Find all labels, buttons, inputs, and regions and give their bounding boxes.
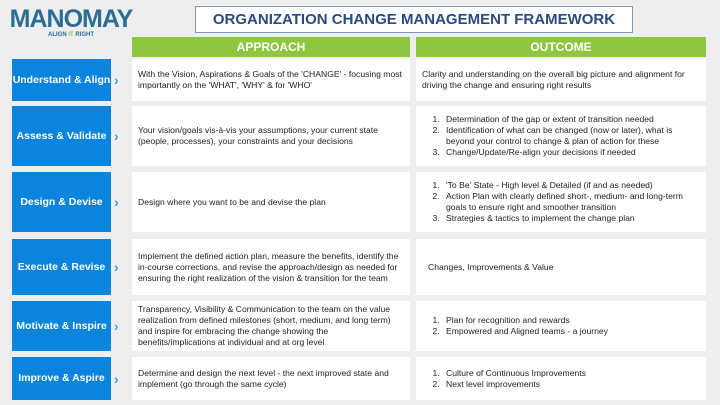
outcome-item: 3. Strategies & tactics to implement the change plan	[442, 213, 700, 224]
outcome-item: 2. Empowered and Aligned teams - a journey	[442, 326, 608, 337]
approach-text: Your vision/goals vis-à-vis your assumptions, your current state (people, processes), your constraints and your decisions	[138, 125, 378, 146]
outcome-item: 2. Next level improvements	[442, 379, 586, 390]
outcome-list	[422, 315, 608, 337]
outcome-cell	[416, 59, 706, 101]
outcome-list	[422, 114, 700, 158]
outcome-cell	[416, 106, 706, 166]
outcome-cell	[416, 172, 706, 232]
approach-cell	[132, 301, 410, 351]
approach-text: Design where you want to be and devise the plan	[138, 196, 326, 207]
outcome-cell	[416, 301, 706, 351]
approach-header: APPROACH	[132, 37, 410, 57]
stage-label: Understand & Align	[12, 59, 111, 101]
approach-cell	[132, 357, 410, 400]
outcome-item: 1. Plan for recognition and rewards	[442, 315, 608, 326]
stage-label: Motivate & Inspire	[12, 301, 111, 351]
chevron-right-icon: ›	[114, 128, 119, 144]
outcome-item: 1. 'To Be' State - High level & Detailed (if and as needed)	[442, 180, 700, 191]
outcome-header: OUTCOME	[416, 37, 706, 57]
stage-label: Improve & Aspire	[12, 357, 111, 400]
approach-cell	[132, 172, 410, 232]
chevron-right-icon: ›	[114, 370, 119, 387]
framework-row	[0, 239, 720, 295]
page-title: ORGANIZATION CHANGE MANAGEMENT FRAMEWORK	[195, 6, 633, 33]
outcome-item: 3. Change/Update/Re-align your decisions if needed	[442, 147, 700, 158]
outcome-list	[422, 368, 586, 390]
outcome-list	[422, 180, 700, 224]
approach-cell	[132, 106, 410, 166]
stage-label: Assess & Validate	[12, 106, 111, 166]
approach-cell	[132, 59, 410, 101]
logo	[6, 6, 136, 38]
stage-label: Execute & Revise	[12, 239, 111, 295]
framework-row	[0, 172, 720, 232]
outcome-item: 1. Determination of the gap or extent of transition needed	[442, 114, 700, 125]
outcome-item: 2. Identification of what can be changed (now or later), what is beyond your control to change & plan of action for these	[442, 125, 700, 147]
outcome-item: 1. Culture of Continuous Improvements	[442, 368, 586, 379]
approach-text: With the Vision, Aspirations & Goals of the 'CHANGE' - focusing most importantly on the 'WHAT', 'WHY' & for 'WHO'	[138, 69, 402, 90]
logo-tagline: ALIGN IT RIGHT	[47, 32, 95, 38]
stage-label: Design & Devise	[12, 172, 111, 232]
outcome-cell	[416, 357, 706, 400]
outcome-text: Clarity and understanding on the overall big picture and alignment for driving the change and ensuring right results	[422, 69, 685, 90]
approach-text: Transparency, Visibility & Communication to the team on the value realization from defined milestones (short, medium, and long term) and inspire for embracing the change showing the benefits/implications at individual and at org level	[138, 304, 391, 347]
chevron-right-icon: ›	[114, 318, 119, 334]
approach-cell	[132, 239, 410, 295]
outcome-cell	[416, 239, 706, 295]
framework-row	[0, 106, 720, 166]
approach-text: Implement the defined action plan, measure the benefits, identify the in-course corrections, and revise the approach/design as needed for ensuring the right realization of the vision & transition for the team	[138, 250, 399, 283]
framework-row	[0, 59, 720, 101]
outcome-text: Changes, Improvements & Value	[428, 261, 554, 272]
chevron-right-icon: ›	[114, 72, 119, 88]
outcome-item: 2. Action Plan with clearly defined short-, medium- and long-term goals to ensure right and smoother transition	[442, 191, 700, 213]
chevron-right-icon: ›	[114, 194, 119, 210]
logo-name: MANOMAY	[9, 5, 133, 33]
chevron-right-icon: ›	[114, 259, 119, 275]
framework-row	[0, 357, 720, 400]
framework-row	[0, 301, 720, 351]
approach-text: Determine and design the next level - the next improved state and implement (go through the same cycle)	[138, 367, 389, 389]
